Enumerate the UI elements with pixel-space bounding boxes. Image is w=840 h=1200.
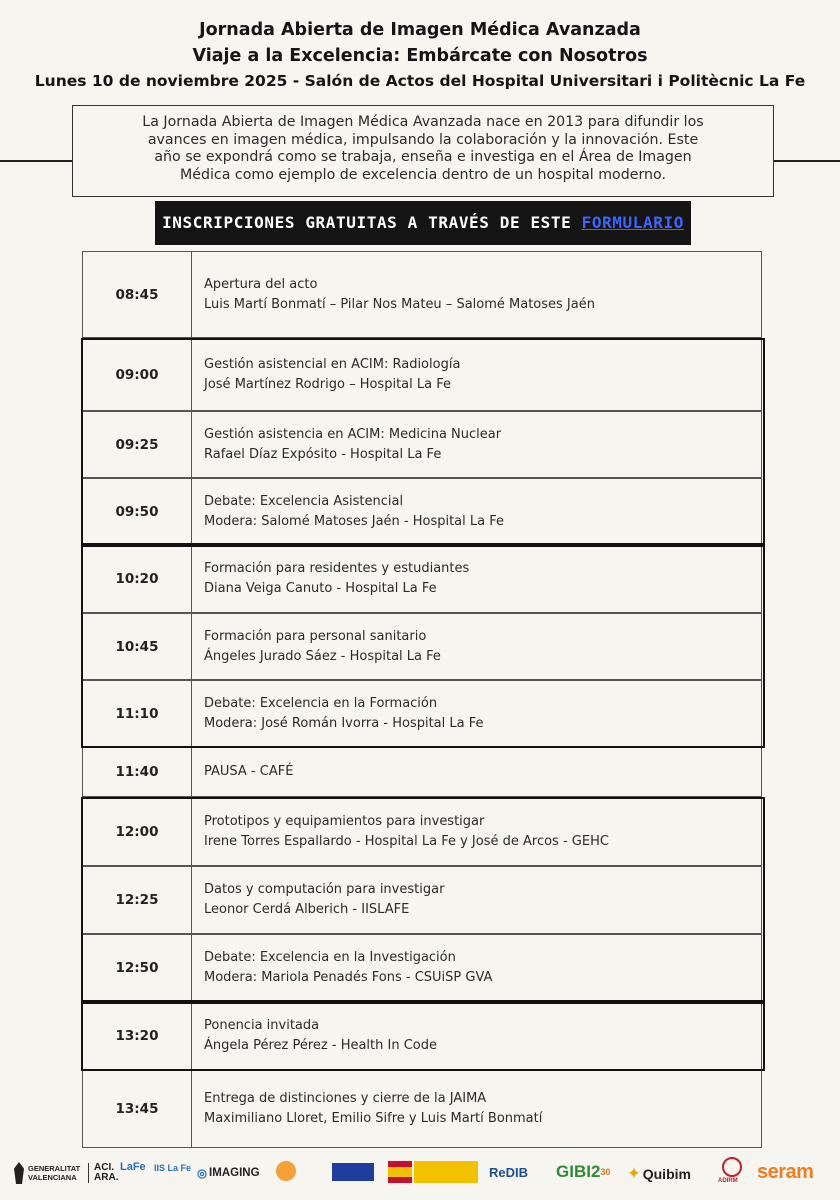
schedule-row	[82, 747, 762, 797]
schedule-time: 11:40	[83, 748, 192, 796]
ministry-logo	[414, 1161, 478, 1183]
session-title: Datos y computación para investigar	[204, 882, 445, 897]
session-speakers: José Martínez Rodrigo – Hospital La Fe	[204, 376, 451, 392]
schedule-time: 09:00	[83, 339, 192, 410]
intro-line: Médica como ejemplo de excelencia dentro de un hospital moderno.	[180, 166, 666, 183]
aciara-logo	[88, 1163, 118, 1183]
schedule-session	[192, 748, 761, 796]
schedule-session	[192, 546, 761, 612]
schedule-row	[82, 1002, 762, 1070]
schedule-time: 13:20	[83, 1003, 192, 1069]
iislafe-logo: IIS La Fe	[154, 1163, 192, 1173]
gibi-label: GIBI2	[556, 1162, 601, 1181]
schedule-session	[192, 479, 761, 544]
aciara-line: ACI.	[94, 1162, 114, 1173]
page-title: Jornada Abierta de Imagen Médica Avanzada	[199, 20, 641, 40]
intro-line: año se expondrá como se trabaja, enseña e investiga en el Área de Imagen	[154, 149, 692, 165]
schedule-time: 08:45	[83, 252, 192, 337]
generalitat-line: VALENCIANA	[28, 1173, 77, 1182]
divider-left	[0, 160, 72, 162]
seram-logo: seram	[757, 1161, 814, 1183]
session-speakers: Luis Martí Bonmatí – Pilar Nos Mateu – Salomé Matoses Jaén	[204, 296, 595, 312]
eu-flag-logo	[332, 1163, 374, 1181]
sponsor-logos	[0, 1155, 840, 1200]
schedule-session	[192, 614, 761, 679]
schedule-time: 10:20	[83, 546, 192, 612]
schedule-time: 09:25	[83, 412, 192, 477]
session-speakers: Ángela Pérez Pérez - Health In Code	[204, 1038, 437, 1053]
quibim-label: Quibim	[642, 1165, 691, 1182]
generalitat-line: GENERALITAT	[28, 1164, 81, 1173]
schedule-session	[192, 681, 761, 746]
session-title: Debate: Excelencia Asistencial	[204, 493, 404, 509]
session-speakers: Irene Torres Espallardo - Hospital La Fe y José de Arcos - GEHC	[204, 833, 609, 849]
schedule-session	[192, 1003, 761, 1069]
imaging-label: IMAGING	[209, 1167, 260, 1179]
schedule-row	[82, 338, 762, 411]
schedule-time: 12:00	[83, 798, 192, 865]
schedule-session	[192, 339, 761, 410]
imaging-icon: ◎	[197, 1168, 208, 1180]
session-title: Formación para residentes y estudiantes	[204, 561, 470, 576]
session-title: Prototipos y equipamientos para investigar	[204, 813, 485, 829]
schedule-time: 11:10	[83, 681, 192, 746]
generalitat-logo	[14, 1162, 80, 1184]
divider-right	[774, 160, 840, 162]
gibi230-logo	[556, 1162, 610, 1182]
aciara-line: ARA.	[94, 1172, 119, 1183]
intro-line: avances en imagen médica, impulsando la colaboración y la innovación. Este	[147, 131, 699, 148]
session-speakers: Modera: Mariola Penadés Fons - CSUiSP GVA	[204, 970, 493, 985]
schedule-row	[82, 251, 762, 338]
adirm-logo	[718, 1157, 744, 1183]
partner-circle-logo	[276, 1161, 296, 1181]
schedule-row	[82, 934, 762, 1002]
quibim-logo	[628, 1165, 691, 1182]
schedule-time: 13:45	[83, 1071, 192, 1147]
session-title: Apertura del acto	[204, 276, 318, 292]
schedule-row	[82, 545, 762, 613]
intro-box	[72, 105, 774, 197]
schedule-row	[82, 1070, 762, 1148]
session-speakers: Ángeles Jurado Sáez - Hospital La Fe	[204, 648, 441, 664]
session-title: Gestión asistencial en ACIM: Radiología	[204, 356, 461, 372]
schedule-session	[192, 867, 761, 933]
schedule-time: 12:50	[83, 935, 192, 1001]
session-speakers: Modera: Salomé Matoses Jaén - Hospital La Fe	[204, 513, 505, 529]
schedule-row	[82, 613, 762, 680]
session-title: PAUSA - CAFÉ	[204, 764, 294, 779]
schedule-row	[82, 411, 762, 478]
session-title: Debate: Excelencia en la Formación	[204, 695, 438, 711]
event-date-location: Lunes 10 de noviembre 2025 - Salón de Actos del Hospital Universitari i Politècnic La Fe	[34, 72, 806, 90]
schedule-table	[82, 251, 762, 1148]
schedule-row	[82, 478, 762, 545]
schedule-session	[192, 252, 761, 337]
gibi-sup: 30	[600, 1167, 611, 1177]
schedule-row	[82, 866, 762, 934]
registration-form-link[interactable]: FORMULARIO	[581, 213, 684, 232]
session-speakers: Maximiliano Lloret, Emilio Sifre y Luis Martí Bonmatí	[204, 1111, 543, 1126]
spain-government-logo	[388, 1161, 412, 1183]
imaging-logo	[197, 1166, 260, 1180]
schedule-session	[192, 412, 761, 477]
registration-banner	[155, 201, 691, 245]
session-speakers: Modera: José Román Ivorra - Hospital La Fe	[204, 715, 484, 731]
intro-line: La Jornada Abierta de Imagen Médica Avanzada nace en 2013 para difundir los	[142, 114, 704, 130]
schedule-row	[82, 797, 762, 866]
schedule-time: 12:25	[83, 867, 192, 933]
quibim-icon: ✦	[628, 1165, 640, 1181]
session-title: Entrega de distinciones y cierre de la JAIMA	[204, 1091, 487, 1106]
schedule-time: 10:45	[83, 614, 192, 679]
session-speakers: Diana Veiga Canuto - Hospital La Fe	[204, 581, 437, 596]
registration-text: INSCRIPCIONES GRATUITAS A TRAVÉS DE ESTE	[162, 213, 582, 232]
session-speakers: Leonor Cerdá Alberich - IISLAFE	[204, 902, 410, 917]
redib-logo: ReDIB	[489, 1165, 529, 1180]
schedule-row	[82, 680, 762, 747]
schedule-session	[192, 935, 761, 1001]
schedule-session	[192, 1071, 761, 1147]
session-speakers: Rafael Díaz Expósito - Hospital La Fe	[204, 446, 442, 462]
session-title: Formación para personal sanitario	[204, 628, 427, 644]
session-title: Debate: Excelencia en la Investigación	[204, 950, 456, 965]
page-subtitle: Viaje a la Excelencia: Embárcate con Nosotros	[192, 46, 648, 66]
schedule-session	[192, 798, 761, 865]
lafe-logo: LaFe	[120, 1161, 146, 1173]
generalitat-emblem-icon	[14, 1162, 24, 1184]
adirm-label: ADIRM	[718, 1178, 738, 1184]
schedule-time: 09:50	[83, 479, 192, 544]
session-title: Ponencia invitada	[204, 1018, 320, 1033]
session-title: Gestión asistencia en ACIM: Medicina Nuclear	[204, 426, 502, 442]
